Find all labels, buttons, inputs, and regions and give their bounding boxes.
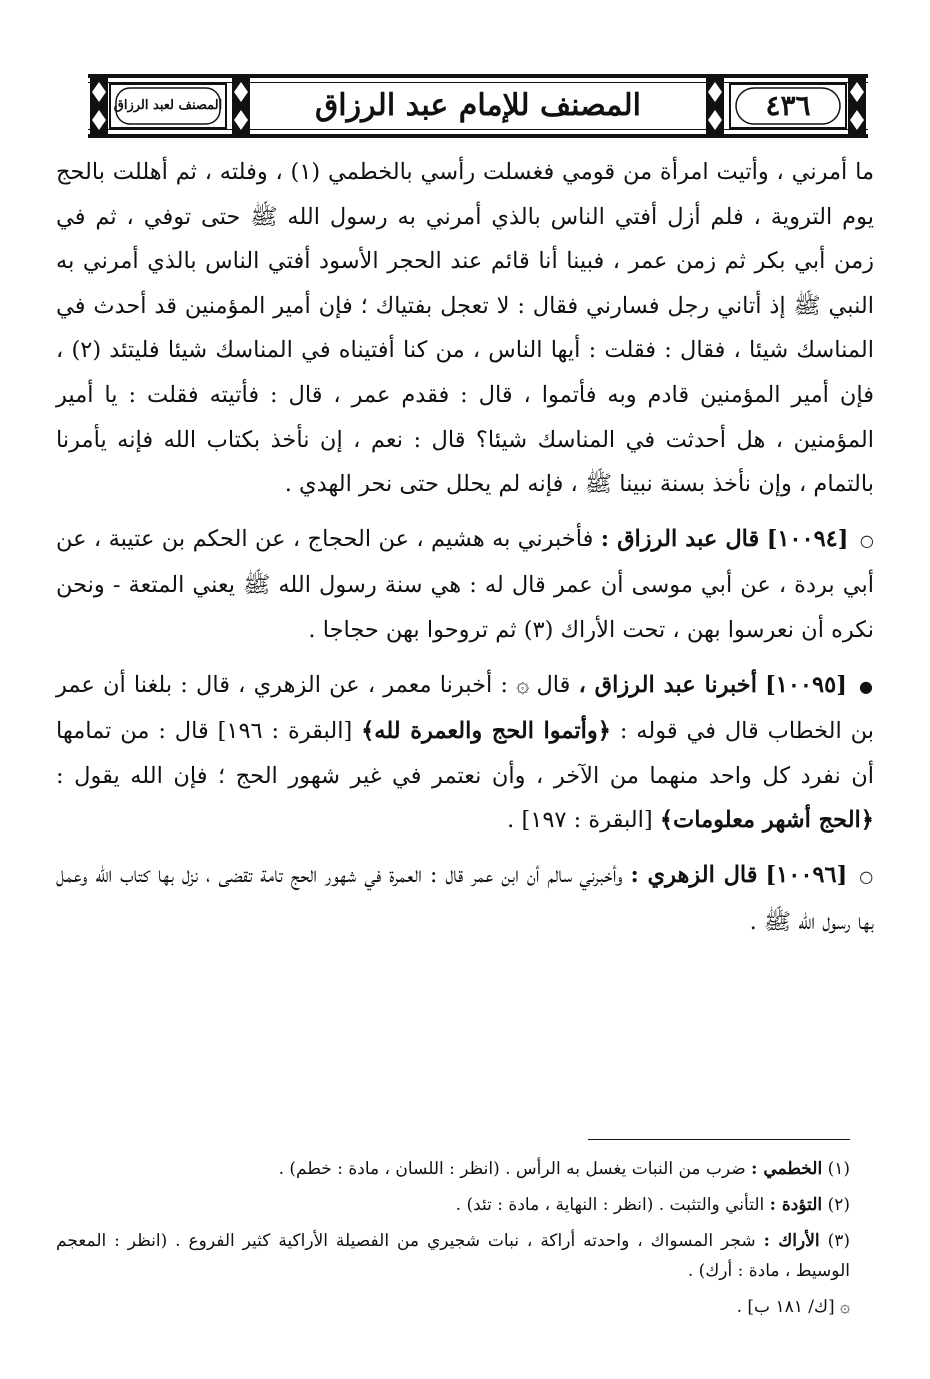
footnote-number: (١) (827, 1159, 850, 1179)
page-number: ٤٣٦ (765, 89, 811, 122)
paragraph-text: ما أمرني ، وأتيت امرأة من قومي فغسلت رأسي بالخطمي (١) ، وفلته ، ثم أهللت بالحج يوم التروية ، فلم أزل أفتي الناس بالذي أمرني به رسول الله ﷺ حتى توفي ، ثم في زمن أبي بكر ثم زمن عمر ، فبينا أنا قائم عند الحجر الأسود أفتي الناس بالذي أمرني به النبي ﷺ إذ أتاني رجل فسارني فقال : لا تعجل بفتياك ؛ فإن أمير المؤمنين قد أحدث في المناسك شيئا ، فقال : فقلت : أيها الناس ، من كنا أفتيناه في المناسك شيئا فليتئد (٢) ، فإن أمير المؤمنين قادم وبه فأتموا ، قال : فقدم عمر ، قال : فأتيته فقلت : يا أمير المؤمنين ، هل أحدثت في المناسك شيئا؟ قال : نعم ، إن نأخذ بكتاب الله فإنه يأمرنا بالتمام ، وإن نأخذ بسنة نبينا ﷺ ، فإنه لم يحلل حتى نحر الهدي . (56, 159, 874, 498)
footnote-3 (56, 1226, 850, 1286)
footnote-text: ضرب من النبات يغسل به الرأس . (انظر : اللسان ، مادة : خطم) . (278, 1159, 746, 1179)
hadith-number: [١٠٠٩٥] (765, 671, 847, 698)
hadith-narrator: أخبرنا عبد الرزاق ، (578, 671, 757, 698)
footnote-separator (588, 1139, 850, 1140)
footnote-number: (٢) (827, 1195, 850, 1215)
header-bottom-rule (88, 134, 868, 138)
hadith-narrator: قال عبد الرزاق : (600, 525, 760, 552)
footnote-text: ۞ [ك/ ١٨١ ب] . (736, 1297, 850, 1317)
footnote-term: التؤدة : (769, 1195, 823, 1215)
hadith-marker: ● (859, 676, 874, 696)
page-header (88, 74, 868, 138)
paragraph-continuation (56, 150, 874, 507)
header-top-rule (88, 74, 868, 78)
hadith-10094 (56, 517, 874, 653)
quran-reference-2: [البقرة : ١٩٧] . (507, 807, 653, 834)
hadith-text-continued: قال : من تمامها أن نفرد كل واحد منهما من الآخر ، وأن نعتمر في غير شهور الحج ؛ فإن الله يقول : (56, 718, 874, 789)
hadith-text: فأخبرني به هشيم ، عن الحجاج ، عن الحكم بن عتيبة ، عن أبي بردة ، عن أبي موسى أن عمر قال له : هي سنة رسول الله ﷺ يعني المتعة - ونحن نكره أن نعرسوا بهن ، تحت الأراك (٣) ثم تروحوا بهن حجاجا . (56, 525, 874, 643)
ornament-right-outer-icon (846, 74, 868, 138)
footnote-text: التأني والتثبت . (انظر : النهاية ، مادة : تئد) . (455, 1195, 765, 1215)
footnote-number: (٣) (827, 1231, 851, 1251)
footnote-term: الخطمي : (751, 1159, 823, 1179)
book-emblem (108, 82, 228, 130)
main-text (56, 150, 874, 944)
book-title: المصنف للإمام عبد الرزاق (315, 88, 641, 123)
hadith-narrator: قال الزهري : (630, 861, 758, 888)
emblem-text: المصنف لعبد الرزاق (113, 98, 223, 113)
hadith-text: قال ۞ : أخبرنا معمر ، عن الزهري ، قال : بلغنا أن عمر بن الخطاب قال في قوله : (56, 671, 875, 745)
footnote-text: شجر المسواك ، واحدته أراكة ، نبات شجيري من الفصيلة الأراكية كثير الفروع . (انظر : المعجم الوسيط ، مادة : أرك) . (56, 1231, 850, 1281)
hadith-number: [١٠٠٩٦] (765, 861, 848, 888)
footnote-2 (56, 1190, 850, 1220)
hadith-number: [١٠٠٩٤] (766, 525, 849, 552)
ornament-left-inner-icon (230, 74, 252, 138)
hadith-marker: ○ (859, 866, 875, 886)
footnotes (56, 1154, 850, 1328)
hadith-marker: ○ (859, 530, 875, 550)
footnote-manuscript-ref (56, 1292, 850, 1322)
footnote-1 (56, 1154, 850, 1184)
footnote-term: الأراك : (763, 1231, 820, 1251)
quran-verse-2: ﴿الحج أشهر معلومات﴾ (659, 807, 874, 834)
quran-verse: ﴿وأتموا الحج والعمرة لله﴾ (361, 718, 611, 745)
ornament-left-outer-icon (88, 74, 110, 138)
quran-reference: [البقرة : ١٩٦] (217, 718, 353, 745)
hadith-10095 (56, 663, 874, 843)
hadith-text: وأخبرني سالم أن ابن عمر قال : العمرة في شهور الحج تامة تقضى ، نزل بها كتاب الله وعمل بها رسول الله ﷺ . (56, 861, 874, 935)
ornament-right-inner-icon (704, 74, 726, 138)
hadith-10096 (56, 853, 874, 944)
